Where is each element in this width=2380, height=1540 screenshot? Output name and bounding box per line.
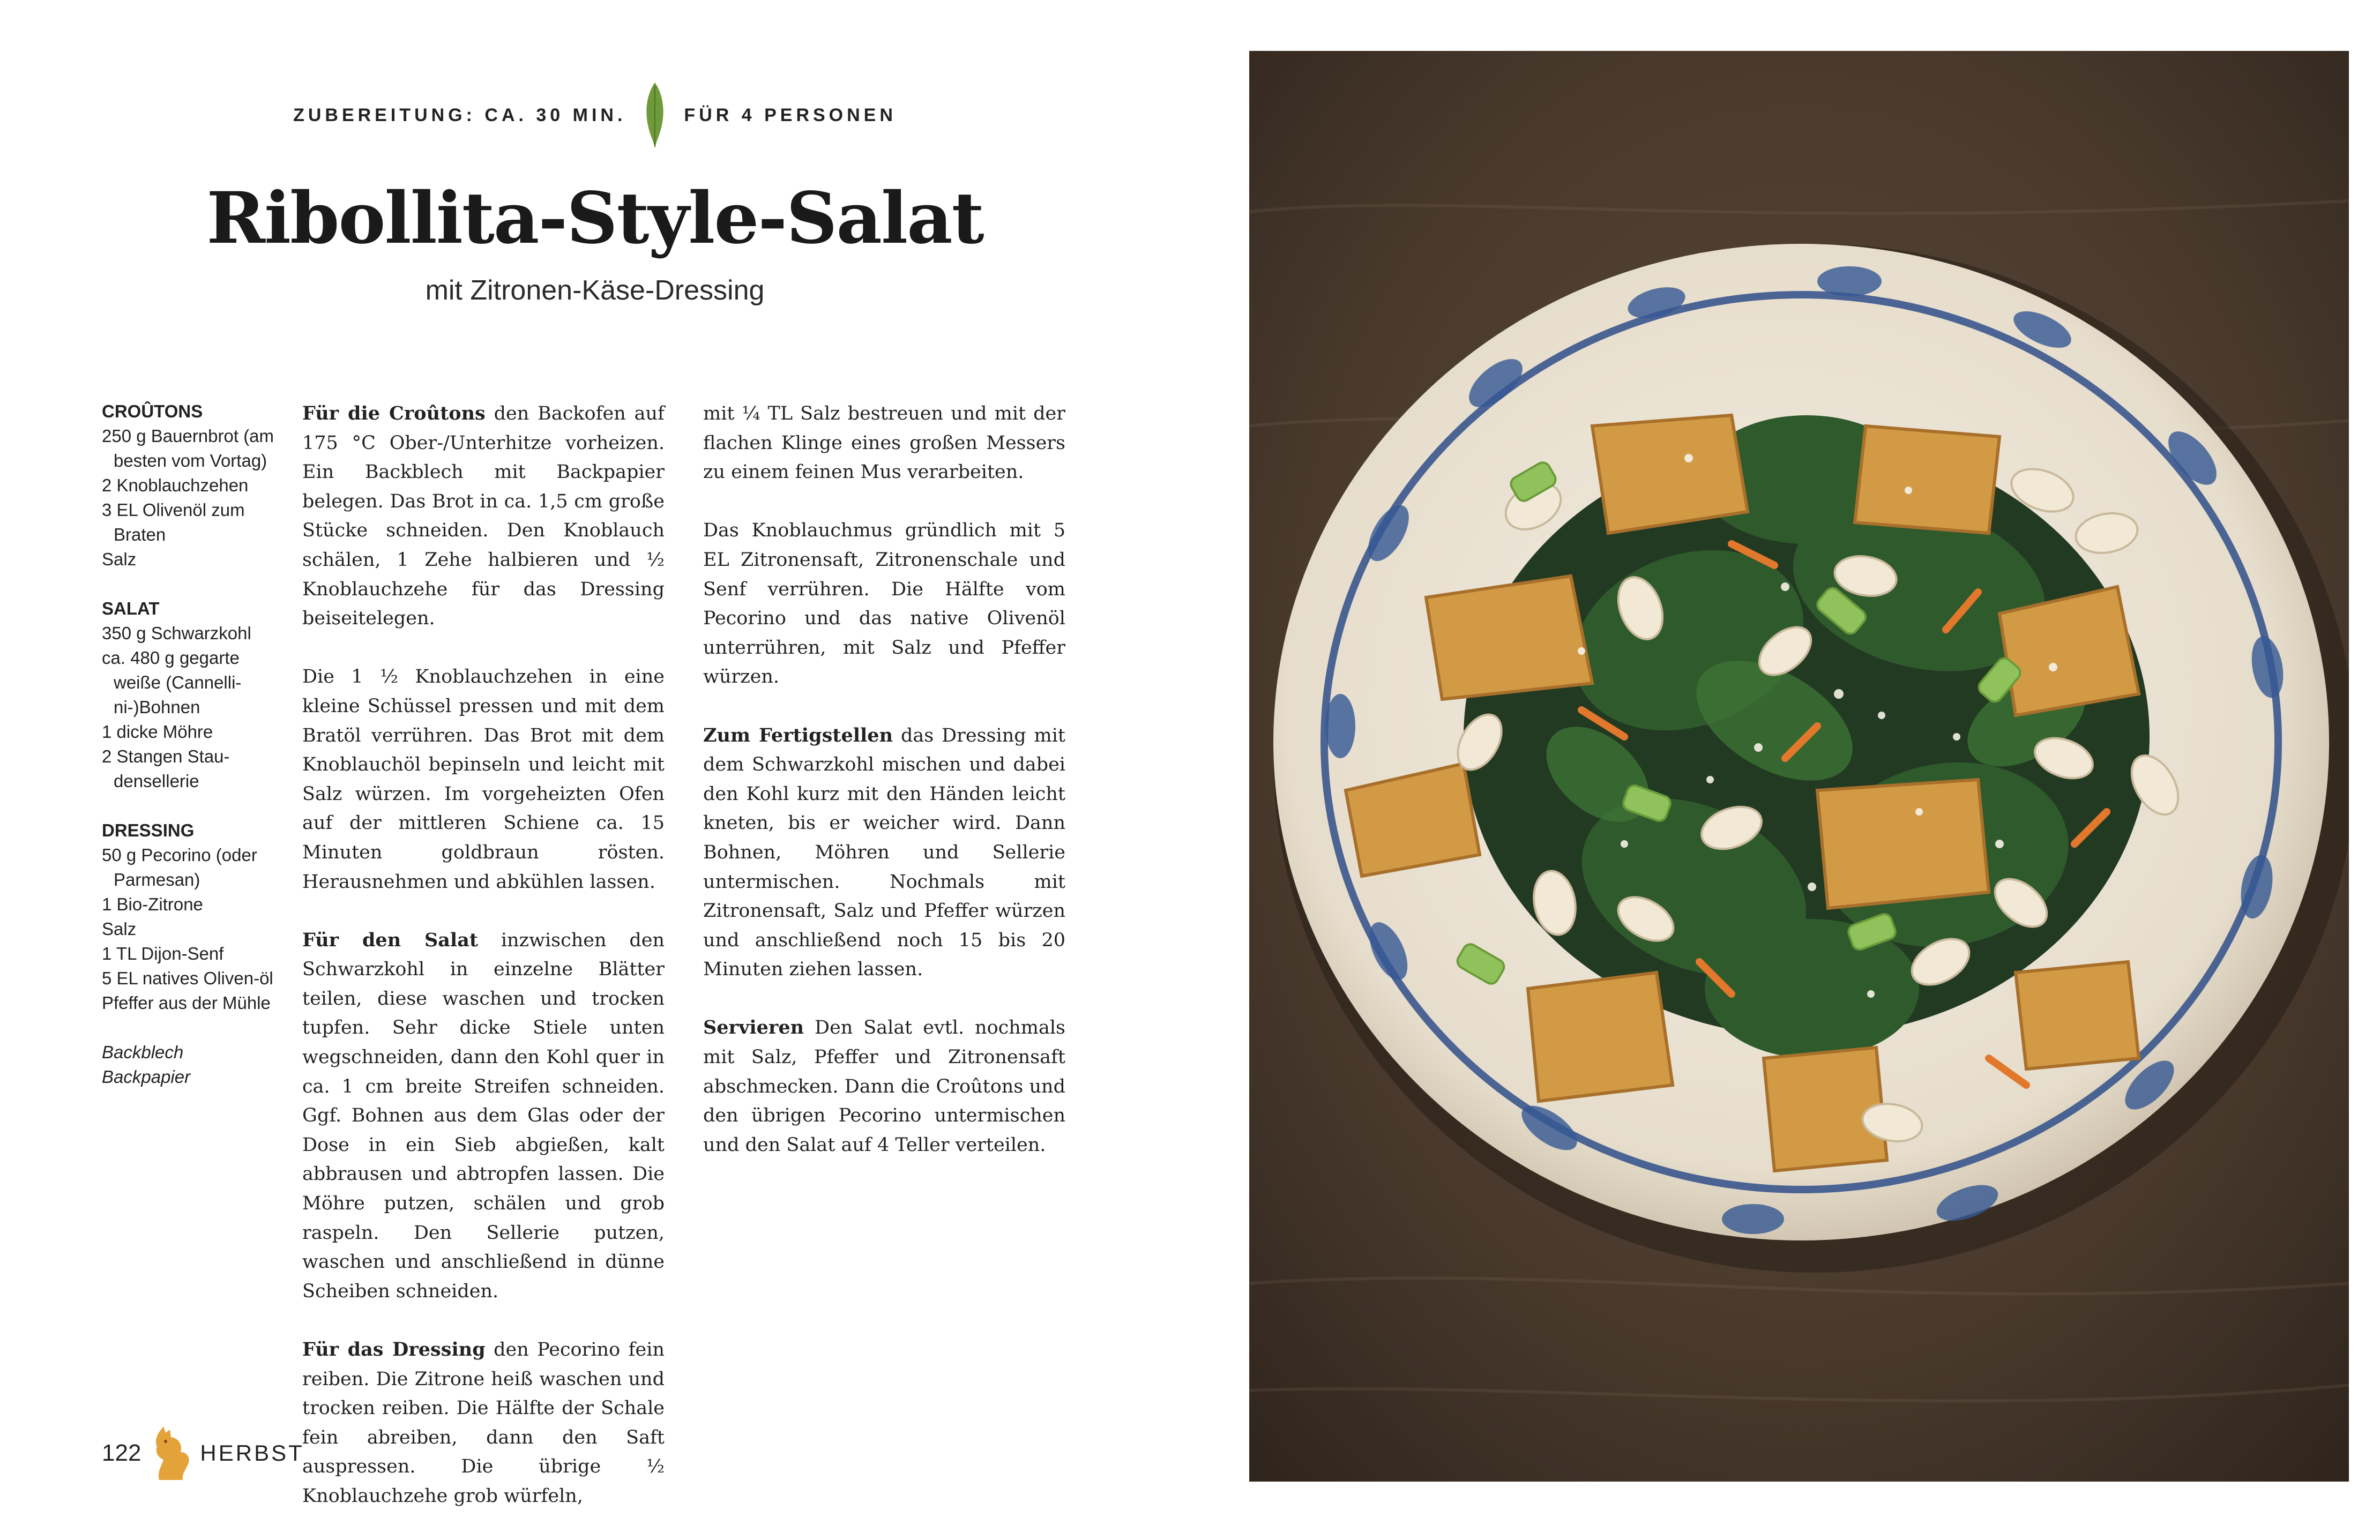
step-text: den Pecorino fein reiben. Die Zitrone heiß waschen und trocken reiben. Die Hälfte der Schale fein abreiben, dann den Saft auspressen. Die übrige ½ Knoblauchzehe grob würfeln, [302, 1339, 665, 1507]
salad-photo [1249, 51, 2349, 1482]
ingredient-item: 2 Stangen Stau-densellerie [102, 746, 230, 791]
ingredient-item: 1 dicke Möhre [102, 722, 213, 742]
page-number: 122 [102, 1440, 141, 1466]
ingredient-heading: SALAT [102, 599, 160, 618]
equipment-item: Backblech [102, 1042, 184, 1062]
step-fertigstellen [703, 721, 1065, 984]
page-footer [102, 1425, 304, 1481]
step-text: den Backofen auf 175 °C Ober-/Unterhitze vorheizen. Ein Backblech mit Backpapier belegen. Das Brot in ca. 1,5 cm große Stücke schneiden. Den Knoblauch schälen, 1 Zehe halbieren und ½ Knoblauchzehe für das Dressing beiseitelegen. [302, 403, 665, 630]
step-lead: Für die Croûtons [302, 402, 486, 424]
step-text: inzwischen den Schwarzkohl in einzelne Blätter teilen, diese waschen und trocken tupfen. Sehr dicke Stiele unten wegschneiden, dann den Kohl quer in ca. 1 cm breite Streifen schneiden. Ggf. Bohnen aus dem Glas oder der Dose in ein Sieb abgießen, kalt abbrausen und abtropfen lassen. Die Möhre putzen, schälen und grob raspeln. Den Sellerie putzen, waschen und anschließend in dünne Scheiben schneiden. [302, 929, 665, 1302]
recipe-meta [0, 80, 1190, 150]
step-croutons-2 [302, 662, 665, 896]
step-text: Die 1 ½ Knoblauchzehen in eine kleine Schüssel pressen und mit dem Bratöl verrühren. Das Brot mit dem Knoblauchöl bepinseln und leicht mit Salz würzen. Im vorgeheizten Ofen auf der mittleren Schiene ca. 15 Minuten goldbraun rösten. Herausnehmen und abkühlen lassen. [302, 666, 665, 893]
ingredient-heading: CROÛTONS [102, 401, 203, 421]
ingredient-item: Salz [102, 919, 137, 939]
ingredient-item: 5 EL natives Oliven-öl [102, 968, 273, 988]
equipment-list [102, 1040, 284, 1089]
season-label: HERBST [200, 1440, 304, 1466]
ingredient-item: Salz [102, 549, 137, 569]
step-salat [302, 926, 665, 1306]
recipe-title: Ribollita-Style-Salat [206, 177, 983, 260]
ingredient-group-croutons [102, 399, 284, 572]
ingredient-item: Pfeffer aus der Mühle [102, 993, 271, 1013]
ingredient-item: 3 EL Olivenöl zum Braten [102, 500, 245, 544]
prep-time: ZUBEREITUNG: CA. 30 MIN. [293, 104, 626, 125]
step-lead: Für das Dressing [302, 1339, 486, 1360]
recipe-subtitle: mit Zitronen-Käse-Dressing [425, 275, 765, 306]
step-lead: Für den Salat [302, 929, 479, 951]
ingredient-list [102, 399, 284, 1089]
ingredient-item: ca. 480 g gegarte weiße (Cannelli-ni-)Bohnen [102, 648, 242, 717]
step-lead: Servieren [703, 1016, 804, 1039]
leaf-icon [641, 80, 669, 150]
ingredient-item: 50 g Pecorino (oder Parmesan) [102, 845, 257, 889]
step-croutons [302, 399, 665, 633]
ingredient-item: 350 g Schwarzkohl [102, 623, 251, 643]
equipment-item: Backpapier [102, 1067, 191, 1087]
step-dressing-cont [703, 399, 1065, 487]
ingredient-item: 1 Bio-Zitrone [102, 894, 203, 914]
step-text: Den Salat evtl. nochmals mit Salz, Pfeffer und Zitronensaft abschmecken. Dann die Croûtons und den übrigen Pecorino untermischen und den Salat auf 4 Teller verteilen. [703, 1017, 1065, 1156]
squirrel-icon [150, 1425, 192, 1481]
ingredient-group-salat [102, 596, 284, 794]
step-dressing-2 [703, 516, 1065, 692]
salad-photo-illustration [1249, 51, 2349, 1482]
ingredient-group-dressing [102, 818, 284, 1015]
step-dressing [302, 1335, 665, 1511]
step-servieren [703, 1013, 1065, 1160]
instructions-column-1 [302, 399, 665, 1540]
servings: FÜR 4 PERSONEN [684, 104, 897, 125]
ingredient-item: 1 TL Dijon-Senf [102, 944, 224, 963]
step-text: mit ¼ TL Salz bestreuen und mit der flachen Klinge eines großen Messers zu einem feinen Mus verarbeiten. [703, 403, 1065, 483]
ingredient-item: 250 g Bauernbrot (am besten vom Vortag) [102, 426, 274, 470]
step-text: Das Knoblauchmus gründlich mit 5 EL Zitronensaft, Zitronenschale und Senf verrühren. Die Hälfte vom Pecorino und das native Olivenöl unterrühren, mit Salz und Pfeffer würzen. [703, 520, 1065, 688]
instructions-column-2 [703, 399, 1065, 1189]
step-text: das Dressing mit dem Schwarzkohl mischen und dabei den Kohl kurz mit den Händen leicht kneten, bis er weicher wird. Dann Bohnen, Möhren und Sellerie untermischen. Nochmals mit Zitronensaft, Salz und Pfeffer würzen und anschließend noch 15 bis 20 Minuten ziehen lassen. [703, 724, 1065, 981]
step-lead: Zum Fertigstellen [703, 724, 893, 746]
ingredient-item: 2 Knoblauchzehen [102, 475, 249, 495]
ingredient-heading: DRESSING [102, 820, 195, 840]
